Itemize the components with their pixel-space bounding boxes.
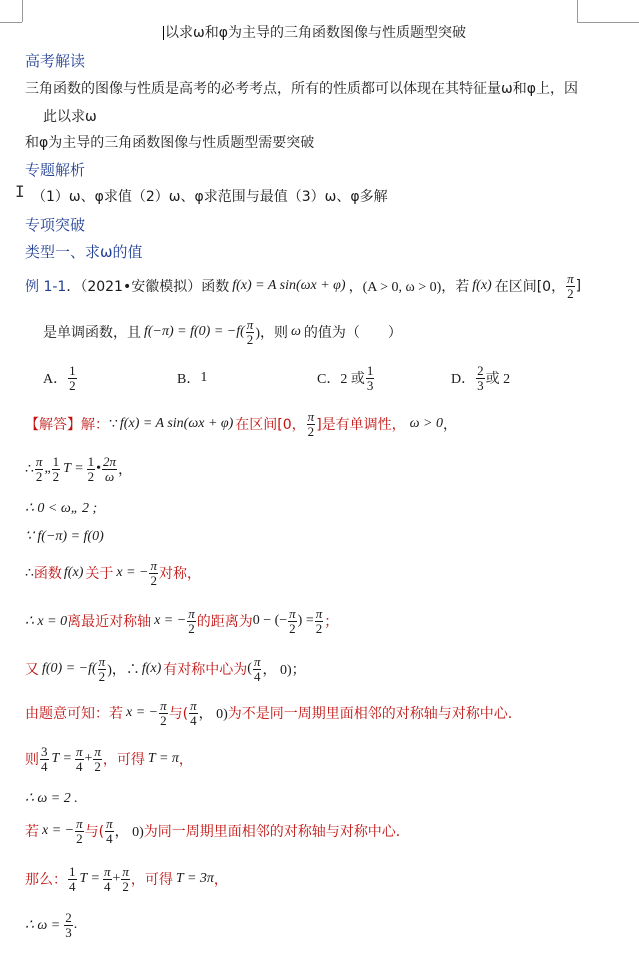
- example-func: f(x) = A sin(ωx + φ): [232, 278, 346, 293]
- example-line2-b: )，则: [255, 326, 288, 341]
- frac-num: 2: [65, 909, 72, 925]
- frac-den: 4: [190, 712, 197, 728]
- sol-l5-fx: f(x): [63, 565, 84, 580]
- sol-l6-expr2: ) =: [297, 613, 314, 628]
- fraction-pi-over-2: [307, 410, 316, 439]
- example-cond: ，(A > 0, ω > 0)，若: [348, 280, 470, 295]
- therefore-sign: ∴: [25, 565, 34, 581]
- option-letter: C．: [317, 372, 341, 387]
- fraction: [68, 364, 77, 393]
- frac-den: 2: [188, 620, 195, 636]
- option-letter: D．: [451, 372, 476, 387]
- fraction-pi-over-2: [187, 607, 196, 636]
- frac-den: 2: [160, 712, 167, 728]
- because-sign: ∵: [109, 416, 118, 432]
- frac-num: 1: [52, 453, 60, 469]
- intro-line-2: 此以求ω: [43, 109, 97, 125]
- sol-l6-end: ；: [324, 614, 339, 630]
- example-line-2: [43, 316, 402, 348]
- example-omega: ω: [290, 324, 301, 339]
- fraction-pi-over-4: [105, 817, 114, 846]
- frac-den: 4: [41, 758, 48, 774]
- fraction-pi-over-2: [288, 607, 297, 636]
- frac-num: π: [106, 815, 113, 831]
- option-b[interactable]: [177, 362, 207, 394]
- sol-func: f(x) = A sin(ωx + φ): [119, 416, 234, 431]
- solution-line-13: [25, 908, 77, 942]
- fraction-pi-over-4: [253, 655, 262, 684]
- sol-l1-cond: ω > 0: [409, 416, 443, 431]
- example-close: ]: [575, 278, 582, 294]
- solution-line-5: [25, 556, 201, 590]
- gaokao-heading: 高考解读: [25, 52, 86, 70]
- option-letter: A．: [43, 372, 68, 387]
- sol-l1-end: ，: [443, 418, 457, 433]
- frac-den: 2: [69, 377, 76, 393]
- sol-l2-end: ，: [118, 463, 133, 478]
- sol-l7-eq: f(0) = −f(: [42, 661, 97, 676]
- frac-den: 3: [65, 924, 72, 940]
- frac-den: 2: [76, 830, 83, 846]
- frac-num: π: [188, 605, 195, 621]
- fraction-half: [87, 455, 96, 484]
- frac-den: 3: [366, 377, 374, 393]
- frac-num: π: [103, 863, 111, 879]
- sol-l7-b: )，∴: [107, 663, 140, 678]
- example-line2-a: 是单调函数，且: [43, 325, 141, 341]
- fraction-2pi-over-omega: [102, 455, 117, 484]
- sol-l8-red1: 由题意可知：若: [25, 706, 123, 722]
- frac-num: 2: [477, 362, 484, 378]
- type1-heading: 类型一、求ω的值: [25, 243, 143, 261]
- sol-l9-red2: ，可得: [102, 752, 145, 768]
- sol-l5-red1: 函数: [33, 566, 62, 582]
- sol-l6-red2: 的距离为: [196, 614, 253, 630]
- sol-l5-x: x = −: [116, 565, 149, 580]
- frac-den: 2: [94, 758, 101, 774]
- topic-line: （1）ω、φ求值（2）ω、φ求范围与最值（3）ω、φ多解: [32, 189, 388, 205]
- fraction-two-thirds: [64, 911, 73, 940]
- frac-num: 1: [69, 863, 76, 879]
- sol-l11-red2: 为同一周期里面相邻的对称轴与对称中心．: [143, 824, 410, 840]
- solution-line-10: ∴ ω = 2 .: [25, 791, 78, 806]
- solution-line-4: ∵ f(−π) = f(0): [25, 529, 104, 544]
- fraction-pi-over-2: [159, 699, 168, 728]
- frac-num: π: [567, 270, 574, 286]
- sol-l12-res: T = 3π: [175, 871, 214, 886]
- frac-num: π: [35, 453, 43, 469]
- fraction-pi-over-2: [149, 559, 158, 588]
- fraction-pi-over-4: [189, 699, 198, 728]
- sol-l7-c: (: [247, 661, 252, 676]
- sol-l8-b: 与(: [168, 706, 189, 722]
- frac-num: 1: [366, 362, 374, 378]
- sol-l13: ∴ ω =: [25, 917, 61, 933]
- fraction-pi-over-2: [93, 745, 102, 774]
- fraction-pi-over-4: [75, 745, 84, 774]
- fraction-pi-over-4: [103, 865, 112, 894]
- frac-num: π: [190, 697, 197, 713]
- frac-den: 2: [87, 468, 95, 484]
- frac-num: π: [98, 653, 106, 669]
- solution-line-3: ∴ 0 < ω„ 2 ;: [25, 501, 98, 516]
- frac-num: 1: [87, 453, 95, 469]
- sol-l12-red2: ，可得: [130, 872, 173, 888]
- option-d[interactable]: [451, 362, 510, 394]
- sol-l12-plus: +: [112, 871, 121, 886]
- sol-l13-end: .: [73, 917, 78, 932]
- sol-l6-red1: 离最近对称轴: [67, 614, 152, 630]
- sol-l9-T: T =: [51, 751, 72, 766]
- sol-l9-red1: 则: [25, 752, 39, 768]
- frac-num: π: [253, 653, 261, 669]
- sol-l9-plus: +: [84, 751, 93, 766]
- frac-num: 3: [41, 743, 48, 759]
- example-line2-c: 的值为（ ）: [303, 325, 402, 341]
- example-label: 例 1-1: [25, 279, 67, 295]
- sol-l8-c: ， 0): [198, 707, 228, 722]
- sol-l2-T: T =: [63, 461, 84, 476]
- answer-tag: 【解答】: [25, 417, 81, 433]
- frac-den: 2: [52, 468, 60, 484]
- frac-den: 2: [307, 423, 315, 439]
- sol-l1-red2: ]是有单调性，: [316, 417, 406, 433]
- fraction-pi-over-2: [121, 865, 130, 894]
- fraction: [366, 364, 375, 393]
- option-a[interactable]: [43, 362, 78, 394]
- sol-l6-x: x = −: [154, 613, 187, 628]
- document-title: [163, 22, 466, 42]
- frac-num: 2π: [103, 453, 117, 469]
- example-line-1: [25, 270, 581, 302]
- sol-l7-d: ， 0)；: [262, 663, 306, 678]
- sol-l7-red1: 又: [25, 662, 39, 678]
- text-cursor: [163, 26, 164, 40]
- therefore-sign: ∴: [25, 461, 34, 477]
- frac-den: 2: [122, 878, 129, 894]
- title-text: 以求ω和φ为主导的三角函数图像与性质题型突破: [165, 25, 466, 41]
- sol-l9-res: T = π: [147, 751, 179, 766]
- frac-den: 2: [150, 572, 157, 588]
- sol-l11-c: ， 0): [114, 825, 144, 840]
- example-interval: 在区间[0，: [494, 279, 566, 295]
- sol-l12-end: ，: [213, 872, 228, 888]
- sol-l11-red1: 若: [25, 824, 39, 840]
- frac-num: π: [246, 316, 254, 332]
- solution-line-6: [25, 604, 338, 638]
- sol-l7-red2: 有对称中心为: [163, 662, 248, 678]
- sol-l8-x: x = −: [126, 705, 159, 720]
- frac-den: 2: [35, 468, 43, 484]
- example-line2-eq: f(−π) = f(0) = −f(: [144, 324, 245, 339]
- sol-l6-a: ∴ x = 0: [25, 613, 68, 629]
- solution-line-7: [25, 652, 306, 686]
- frac-den: 2: [315, 620, 323, 636]
- solution-line-9: [25, 742, 193, 776]
- sol-l6-expr: 0 − (−: [252, 613, 288, 628]
- frac-den: 2: [98, 668, 106, 684]
- fraction-half: [52, 455, 61, 484]
- frac-den: 4: [106, 830, 113, 846]
- example-fx: f(x): [472, 278, 492, 293]
- option-letter: B．: [177, 372, 201, 387]
- solution-line-11: [25, 814, 410, 848]
- fraction-pi-over-2: [98, 655, 107, 684]
- crop-mark-top-right-h: [577, 22, 639, 23]
- frac-den: 4: [69, 878, 76, 894]
- solution-line-12: [25, 862, 228, 896]
- frac-den: 4: [75, 758, 83, 774]
- example-source: ．（2021•安徽模拟）函数: [66, 279, 230, 295]
- fraction-pi-over-2: [315, 607, 324, 636]
- solution-line-2: [25, 452, 132, 486]
- sol-l11-x: x = −: [42, 823, 75, 838]
- sol-l12-T: T =: [79, 871, 100, 886]
- fraction-pi-over-2: [566, 272, 575, 301]
- frac-den: 4: [103, 878, 111, 894]
- option-c[interactable]: [317, 362, 375, 394]
- solution-line-8: [25, 696, 522, 730]
- fraction-pi-over-2: [35, 455, 44, 484]
- fraction-pi-over-2: [75, 817, 84, 846]
- sol-l9-end: ，: [178, 752, 193, 768]
- crop-mark-top-left-h: [0, 22, 22, 23]
- frac-num: π: [160, 697, 167, 713]
- answer-jie: 解：: [81, 417, 109, 433]
- crop-mark-top-left: [22, 0, 23, 22]
- frac-num: π: [76, 815, 83, 831]
- topic-heading: 专题解析: [25, 161, 86, 179]
- frac-num: π: [122, 863, 129, 879]
- sol-l2-dot: •: [96, 461, 102, 476]
- fraction: [476, 364, 485, 393]
- sol-l8-red2: 为不是同一周期里面相邻的对称轴与对称中心．: [227, 706, 522, 722]
- fraction-three-quarters: [40, 745, 49, 774]
- frac-den: 2: [567, 285, 574, 301]
- sol-l11-b: 与(: [84, 824, 105, 840]
- frac-den: 3: [477, 377, 484, 393]
- sol-l5-red2: 关于: [85, 566, 114, 582]
- fraction-pi-over-2: [246, 318, 255, 347]
- option-pre: 2 或: [340, 372, 365, 387]
- option-post: 或 2: [485, 372, 511, 387]
- frac-den: 2: [289, 620, 296, 636]
- frac-num: π: [75, 743, 83, 759]
- solution-line-1: [25, 408, 457, 440]
- frac-den: ω: [104, 468, 115, 484]
- special-heading: 专项突破: [25, 216, 86, 234]
- intro-line-3: 和φ为主导的三角函数图像与性质题型需要突破: [25, 135, 315, 151]
- frac-num: π: [315, 605, 323, 621]
- sol-l12-red1: 那么：: [25, 872, 67, 888]
- option-text: 1: [200, 370, 208, 385]
- frac-den: 2: [246, 331, 254, 347]
- fraction-quarter: [68, 865, 77, 894]
- ibeam-cursor-icon: I: [15, 182, 25, 201]
- sol-l5-red3: 对称，: [158, 566, 201, 582]
- sol-l1-red: 在区间[0，: [235, 417, 306, 433]
- frac-num: π: [307, 408, 315, 424]
- sol-l2-a: „: [44, 461, 51, 476]
- frac-num: π: [94, 743, 101, 759]
- sol-l7-fx: f(x): [141, 661, 162, 676]
- frac-num: π: [289, 605, 296, 621]
- intro-line-1: 三角函数的图像与性质是高考的必考考点，所有的性质都可以体现在其特征量ω和φ上，因: [25, 81, 578, 97]
- crop-mark-top-right: [577, 0, 578, 22]
- frac-num: 1: [69, 362, 76, 378]
- frac-num: π: [150, 557, 157, 573]
- frac-den: 4: [253, 668, 261, 684]
